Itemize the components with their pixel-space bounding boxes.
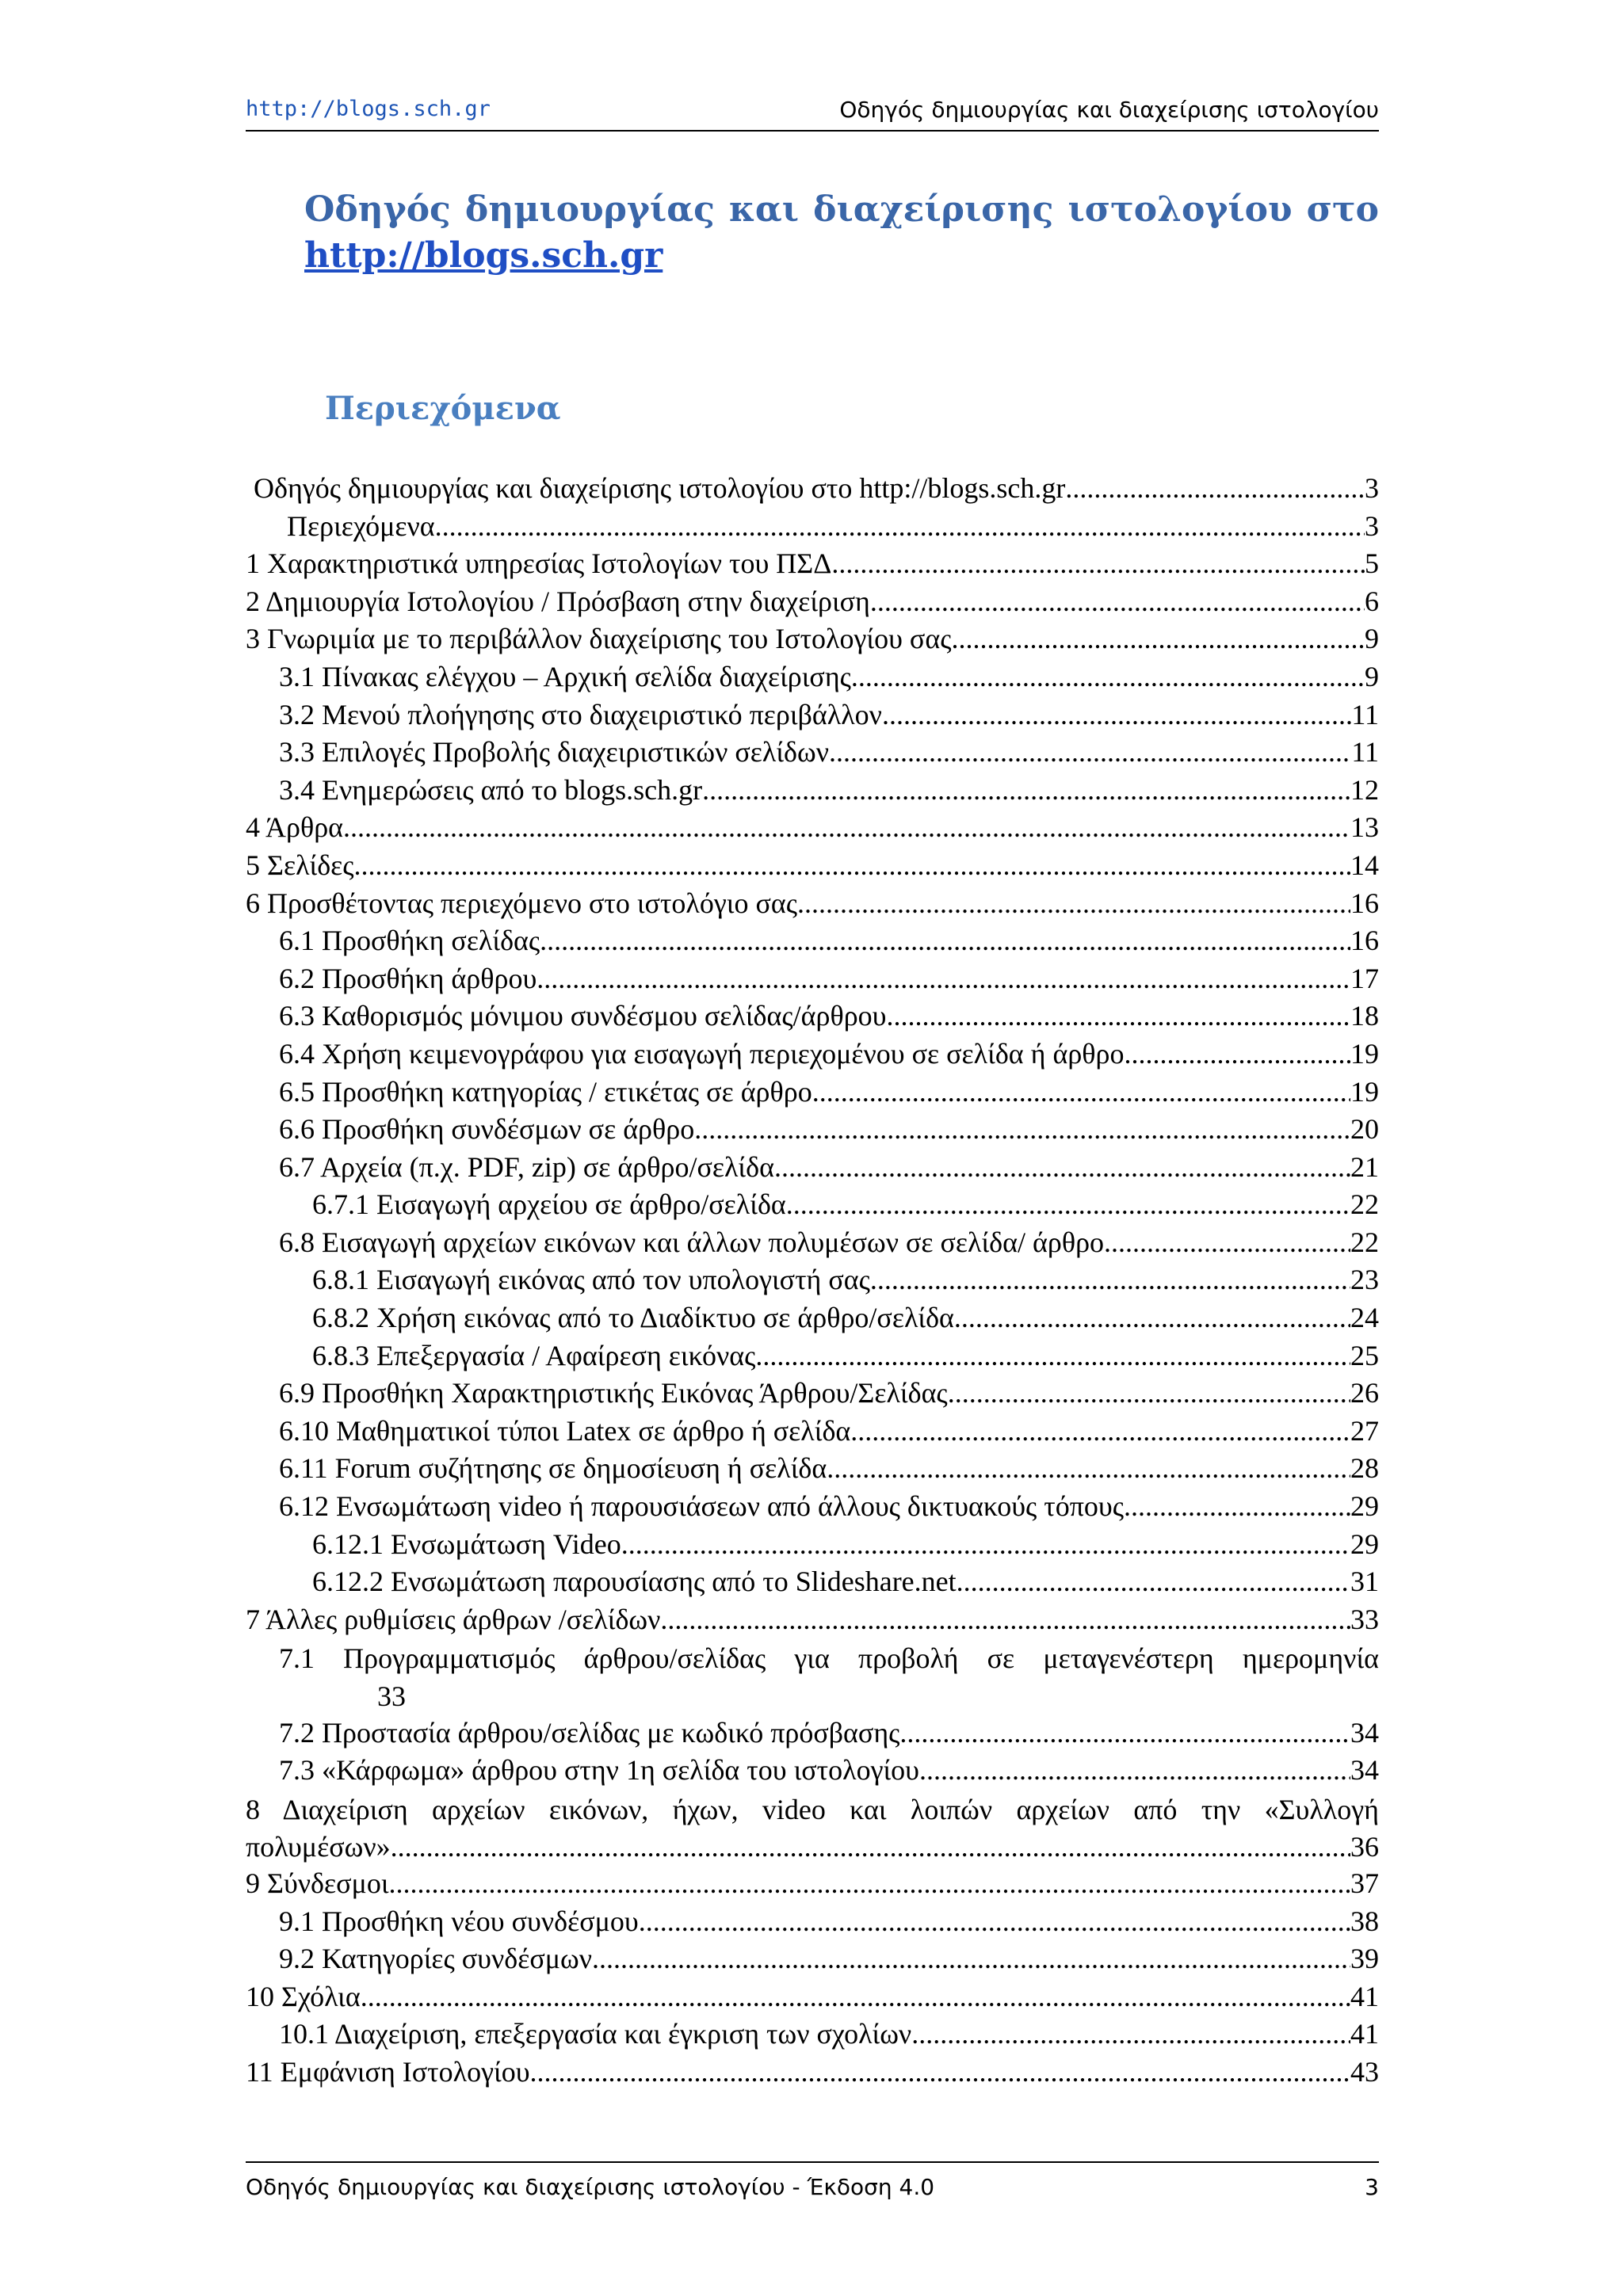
toc-entry-label: 6.12.2 Ενσωμάτωση παρουσίασης από το Slideshare.net (312, 1566, 957, 1598)
toc-dot-leader (694, 1112, 1350, 1146)
toc-page-number: 24 (1350, 1302, 1379, 1334)
toc-page-number: 9 (1365, 660, 1379, 692)
toc-entry-label-line2: πολυμέσων» (246, 1831, 391, 1863)
toc-page-number: 26 (1350, 1377, 1379, 1409)
toc-dot-leader (957, 1565, 1350, 1598)
toc-page-number: 9 (1365, 623, 1379, 655)
toc-entry[interactable] (246, 1226, 1379, 1264)
toc-dot-leader (435, 509, 1365, 543)
toc-page-number: 19 (1350, 1037, 1379, 1070)
toc-entry[interactable] (246, 1301, 1379, 1339)
toc-page-number: 36 (1350, 1831, 1379, 1863)
toc-page-number: 37 (1350, 1867, 1379, 1899)
toc-page-number: 13 (1350, 811, 1379, 844)
toc-entry-label: 6.5 Προσθήκη κατηγορίας / ετικέτας σε άρθρο (279, 1075, 812, 1108)
toc-page-number: 28 (1350, 1452, 1379, 1485)
toc-heading: Περιεχόμενα (325, 390, 561, 427)
header-title: Οδηγός δημιουργίας και διαχείρισης ιστολογίου (839, 97, 1379, 123)
toc-entry-label: 2 Δημιουργία Ιστολογίου / Πρόσβαση στην διαχείριση (246, 585, 870, 617)
toc-dot-leader (851, 660, 1365, 693)
toc-page-number: 31 (1350, 1566, 1379, 1598)
toc-page-number: 14 (1350, 849, 1379, 881)
toc-dot-leader (882, 698, 1351, 731)
toc-entry-label: 6 Προσθέτοντας περιεχόμενο στο ιστολόγιο σας (246, 887, 798, 919)
toc-entry-label: 9.1 Προσθήκη νέου συνδέσμου (279, 1905, 639, 1937)
toc-entry-label: 3.4 Ενημερώσεις από το blogs.sch.gr (279, 773, 703, 806)
toc-dot-leader (354, 849, 1350, 882)
toc-entry-label: 10 Σχόλια (246, 1980, 361, 2012)
toc-dot-leader (774, 1150, 1350, 1184)
toc-dot-leader (919, 1753, 1350, 1787)
toc-entry-label: 3.3 Επιλογές Προβολής διαχειριστικών σελίδων (279, 736, 829, 769)
toc-entry[interactable] (246, 849, 1379, 887)
toc-entry[interactable] (246, 698, 1379, 736)
toc-dot-leader (361, 1980, 1350, 2013)
toc-entry[interactable] (246, 622, 1379, 660)
toc-entry-label: 5 Σελίδες (246, 849, 354, 881)
toc-entry[interactable] (246, 2055, 1379, 2093)
toc-page-number: 41 (1350, 2018, 1379, 2050)
footer-text: Οδηγός δημιουργίας και διαχείρισης ιστολογίου - Έκδοση 4.0 (246, 2174, 935, 2200)
toc-dot-leader (899, 1716, 1350, 1749)
toc-entry-label: 10.1 Διαχείριση, επεξεργασία και έγκριση των σχολίων (279, 2018, 912, 2050)
toc-page-number: 11 (1351, 736, 1379, 769)
toc-entry[interactable] (246, 1603, 1379, 1641)
toc-entry[interactable] (246, 1376, 1379, 1414)
toc-page-number: 5 (1365, 547, 1379, 580)
toc-entry[interactable] (246, 810, 1379, 849)
toc-entry[interactable] (246, 1565, 1379, 1603)
toc-page-number: 16 (1350, 925, 1379, 957)
toc-dot-leader (530, 2055, 1350, 2088)
toc-dot-leader (951, 622, 1365, 655)
toc-entry[interactable] (246, 1451, 1379, 1489)
toc-entry-label: 1 Χαρακτηριστικά υπηρεσίας Ιστολογίων του ΠΣΔ (246, 547, 832, 580)
toc-entry[interactable] (246, 1489, 1379, 1527)
toc-dot-leader (540, 924, 1350, 957)
toc-dot-leader (827, 1451, 1350, 1485)
toc-page-number: 21 (1350, 1150, 1379, 1183)
toc-entry-label: 6.7.1 Εισαγωγή αρχείου σε άρθρο/σελίδα (312, 1188, 786, 1221)
toc-dot-leader (1104, 1226, 1350, 1259)
toc-page-number: 3 (1365, 472, 1379, 504)
toc-entry-label-line1: 8 Διαχείριση αρχείων εικόνων, ήχων, video και λοιπών αρχείων από την «Συλλογή (246, 1793, 1379, 1825)
toc-dot-leader (797, 887, 1350, 920)
toc-entry-label: 6.6 Προσθήκη συνδέσμων σε άρθρο (279, 1113, 695, 1146)
toc-page-number: 16 (1350, 887, 1379, 919)
toc-dot-leader (755, 1339, 1350, 1372)
toc-page-number: 25 (1350, 1339, 1379, 1371)
toc-entry-label: 6.8 Εισαγωγή αρχείων εικόνων και άλλων πολυμέσων σε σελίδα/ άρθρο (279, 1226, 1105, 1258)
toc-entry-label: 3.1 Πίνακας ελέγχου – Αρχική σελίδα διαχείρισης (279, 660, 851, 692)
toc-entry-label: 6.12.1 Ενσωμάτωση Video (312, 1527, 621, 1560)
toc-entry-label: 6.11 Forum συζήτησης σε δημοσίευση ή σελίδα (279, 1452, 827, 1485)
toc-entry[interactable] (246, 585, 1379, 623)
toc-entry[interactable] (246, 1640, 1379, 1715)
toc-dot-leader (948, 1376, 1350, 1409)
toc-entry-label: 6.1 Προσθήκη σελίδας (279, 925, 540, 957)
toc-dot-leader (829, 735, 1351, 769)
toc-page-number: 34 (1350, 1754, 1379, 1787)
toc-entry[interactable] (246, 1905, 1379, 1943)
toc-page-number: 3 (1365, 509, 1379, 542)
toc-page-number: 12 (1350, 773, 1379, 806)
toc-entry[interactable] (246, 509, 1379, 547)
toc-page-number: 39 (1350, 1943, 1379, 1975)
toc-dot-leader (389, 1867, 1350, 1900)
toc-page-number: 22 (1350, 1226, 1379, 1258)
toc-entry-label: 7.1 Προγραμματισμός άρθρου/σελίδας για προβολή σε μεταγενέστερη ημερομηνία (279, 1642, 1379, 1675)
toc-dot-leader (1065, 471, 1365, 505)
toc-page-number: 22 (1350, 1188, 1379, 1221)
toc-entry[interactable] (246, 1188, 1379, 1226)
toc-entry[interactable] (246, 1339, 1379, 1377)
toc-page-number: 17 (1350, 962, 1379, 994)
toc-page-number: 27 (1350, 1414, 1379, 1447)
toc-entry-label: Περιεχόμενα (287, 509, 435, 542)
toc-entry[interactable] (246, 773, 1379, 811)
toc-page-number: 43 (1350, 2055, 1379, 2088)
toc-dot-leader (870, 585, 1365, 618)
toc-page-number: 34 (1350, 1716, 1379, 1749)
toc-entry-label: 6.10 Μαθηματικοί τύποι Latex σε άρθρο ή σελίδα (279, 1414, 851, 1447)
toc-entry-label: 6.4 Χρήση κειμενογράφου για εισαγωγή περιεχομένου σε σελίδα ή άρθρο (279, 1037, 1125, 1070)
toc-entry[interactable] (246, 735, 1379, 773)
toc-dot-leader (391, 1829, 1350, 1867)
toc-page-number: 33 (377, 1680, 406, 1712)
toc-entry[interactable] (246, 1037, 1379, 1075)
toc-entry[interactable] (246, 1980, 1379, 2018)
toc-dot-leader (537, 962, 1350, 995)
toc-entry-label: 9 Σύνδεσμοι (246, 1867, 389, 1899)
toc-dot-leader (1124, 1489, 1350, 1523)
toc-entry[interactable] (246, 1414, 1379, 1452)
toc-entry-label: Οδηγός δημιουργίας και διαχείρισης ιστολογίου στο http://blogs.sch.gr (254, 472, 1066, 504)
toc-entry[interactable] (246, 1867, 1379, 1905)
toc-entry[interactable] (246, 962, 1379, 1000)
toc-entry-label: 6.7 Αρχεία (π.χ. PDF, zip) σε άρθρο/σελίδα (279, 1150, 774, 1183)
toc-entry-label: 6.8.1 Εισαγωγή εικόνας από τον υπολογιστή σας (312, 1264, 870, 1296)
toc-entry-label: 6.3 Καθορισμός μόνιμου συνδέσμου σελίδας/άρθρου (279, 1000, 887, 1032)
toc-entry-label: 6.2 Προσθήκη άρθρου (279, 962, 537, 994)
toc-entry[interactable] (246, 1150, 1379, 1188)
toc-entry-label: 7.3 «Κάρφωμα» άρθρου στην 1η σελίδα του ιστολογίου (279, 1754, 919, 1787)
toc-dot-leader (911, 2017, 1350, 2050)
toc-page-number: 29 (1350, 1490, 1379, 1523)
toc-page-number: 20 (1350, 1113, 1379, 1146)
toc-entry[interactable] (246, 547, 1379, 585)
toc-entry-label: 11 Εμφάνιση Ιστολογίου (246, 2055, 530, 2088)
toc-entry-label: 6.8.3 Επεξεργασία / Αφαίρεση εικόνας (312, 1339, 756, 1371)
toc-entry[interactable] (246, 1942, 1379, 1980)
toc-page-number: 23 (1350, 1264, 1379, 1296)
toc-page-number: 6 (1365, 585, 1379, 617)
toc-dot-leader (870, 1263, 1350, 1296)
toc-entry[interactable] (246, 1791, 1379, 1867)
toc-entry[interactable] (246, 1753, 1379, 1791)
toc-dot-leader (786, 1188, 1350, 1221)
toc-entry[interactable] (246, 1716, 1379, 1754)
toc-page-number: 11 (1351, 698, 1379, 730)
document-title: Οδηγός δημιουργίας και διαχείρισης ιστολογίου στο (304, 189, 1379, 230)
toc-entry[interactable] (246, 924, 1379, 962)
toc-page-number: 19 (1350, 1075, 1379, 1108)
toc-dot-leader (812, 1075, 1350, 1108)
toc-dot-leader (887, 999, 1351, 1032)
toc-entry[interactable] (246, 1075, 1379, 1113)
page-footer (246, 2161, 1379, 2210)
toc-entry-label: 3.2 Μενού πλοήγησης στο διαχειριστικό περιβάλλον (279, 698, 882, 730)
toc-dot-leader (592, 1942, 1350, 1975)
toc-entry[interactable] (246, 660, 1379, 698)
toc-page-number: 29 (1350, 1527, 1379, 1560)
toc-entry-label: 3 Γνωριμία με το περιβάλλον διαχείρισης του Ιστολογίου σας (246, 623, 952, 655)
toc-dot-leader (954, 1301, 1350, 1334)
toc-entry[interactable] (246, 1263, 1379, 1301)
toc-page-number: 41 (1350, 1980, 1379, 2012)
page-header (246, 95, 1379, 132)
toc-entry[interactable] (246, 999, 1379, 1037)
toc-entry[interactable] (246, 1112, 1379, 1150)
toc-page-number: 38 (1350, 1905, 1379, 1937)
toc-entry-label: 6.8.2 Χρήση εικόνας από το Διαδίκτυο σε άρθρο/σελίδα (312, 1302, 954, 1334)
header-link[interactable]: http://blogs.sch.gr (246, 97, 491, 121)
toc-entry-label: 9.2 Κατηγορίες συνδέσμων (279, 1943, 593, 1975)
toc-dot-leader (702, 773, 1350, 807)
toc-entry-label: 6.9 Προσθήκη Χαρακτηριστικής Εικόνας Άρθρου/Σελίδας (279, 1377, 948, 1409)
footer-page-number: 3 (1365, 2174, 1379, 2200)
toc-dot-leader (831, 547, 1365, 580)
toc-dot-leader (1125, 1037, 1351, 1070)
toc-entry[interactable] (246, 887, 1379, 925)
toc-entry[interactable] (246, 471, 1379, 509)
toc-entry-label: 7 Άλλες ρυθμίσεις άρθρων /σελίδων (246, 1603, 661, 1635)
toc-dot-leader (343, 810, 1350, 844)
toc-entry[interactable] (246, 2017, 1379, 2055)
toc-entry-label: 4 Άρθρα (246, 811, 344, 844)
toc-dot-leader (850, 1414, 1350, 1447)
toc-page-number: 33 (1350, 1603, 1379, 1635)
toc-entry-label: 6.12 Ενσωμάτωση video ή παρουσιάσεων από άλλους δικτυακούς τόπους (279, 1490, 1124, 1523)
toc-dot-leader (621, 1527, 1350, 1561)
toc-entry-label: 7.2 Προστασία άρθρου/σελίδας με κωδικό πρόσβασης (279, 1716, 900, 1749)
toc-dot-leader (660, 1603, 1350, 1636)
toc-entry[interactable] (246, 1527, 1379, 1566)
table-of-contents (246, 471, 1379, 2093)
document-title-link[interactable]: http://blogs.sch.gr (304, 235, 663, 276)
toc-dot-leader (639, 1905, 1350, 1938)
toc-page-number: 18 (1350, 1000, 1379, 1032)
